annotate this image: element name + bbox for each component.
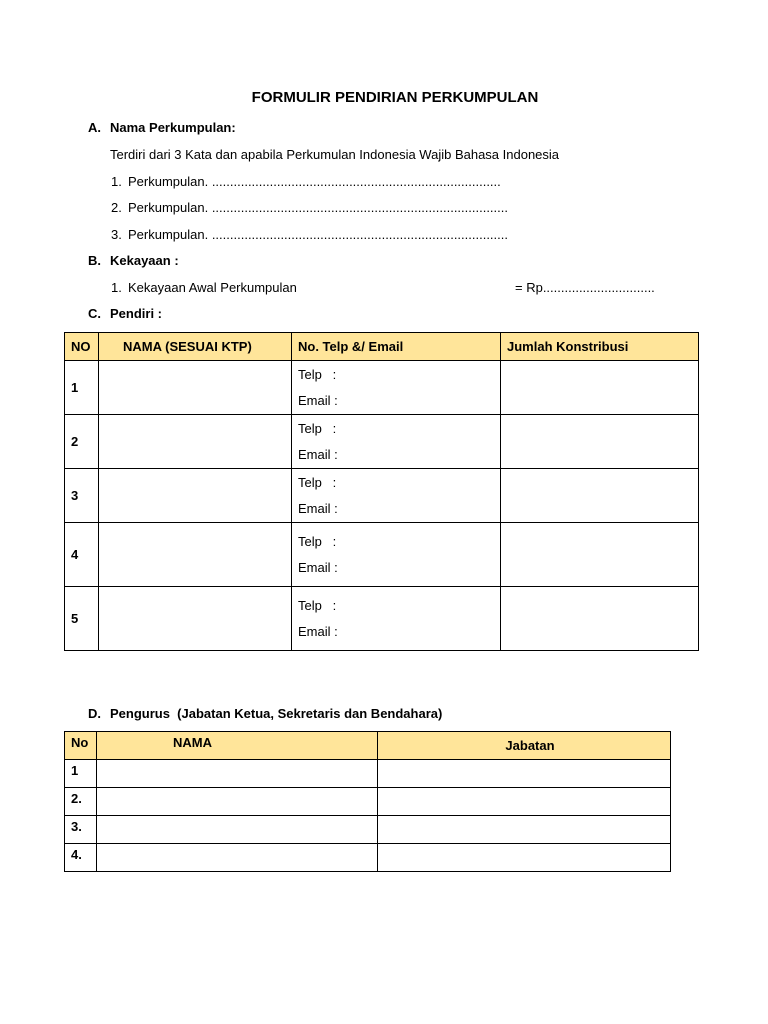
col-no: No (65, 732, 97, 760)
email-label: Email : (298, 446, 338, 462)
contact-cell[interactable] (292, 523, 501, 587)
row-number: 3 (65, 469, 99, 523)
jabatan-cell[interactable] (378, 816, 671, 844)
pendiri-header-row (65, 333, 699, 361)
contact-cell[interactable] (292, 415, 501, 469)
row-number: 1 (65, 361, 99, 415)
table-row (65, 587, 699, 651)
col-kontribusi: Jumlah Konstribusi (501, 333, 699, 361)
section-d-heading: Pengurus (Jabatan Ketua, Sekretaris dan Bendahara) (110, 706, 443, 721)
row-number: 2. (65, 788, 97, 816)
table-row (65, 469, 699, 523)
table-row (65, 361, 699, 415)
nama-cell[interactable] (99, 469, 292, 523)
list-item-number: 1. (111, 174, 122, 189)
table-row (65, 415, 699, 469)
nama-cell[interactable] (97, 788, 378, 816)
email-label: Email : (298, 392, 338, 408)
section-a-note: Terdiri dari 3 Kata dan apabila Perkumulan Indonesia Wajib Bahasa Indonesia (110, 147, 560, 162)
table-row (65, 760, 671, 788)
kontribusi-cell[interactable] (501, 469, 699, 523)
table-row (65, 844, 671, 872)
section-a-heading: Nama Perkumpulan: (110, 120, 236, 135)
row-number: 3. (65, 816, 97, 844)
table-row (65, 523, 699, 587)
kekayaan-amount-field[interactable]: = Rp............................... (515, 280, 655, 295)
jabatan-cell[interactable] (378, 788, 671, 816)
table-row (65, 816, 671, 844)
nama-cell[interactable] (97, 760, 378, 788)
section-c-letter: C. (88, 306, 101, 321)
row-number: 4. (65, 844, 97, 872)
nama-cell[interactable] (97, 816, 378, 844)
list-item-number: 1. (111, 280, 122, 295)
row-number: 2 (65, 415, 99, 469)
perkumpulan-name-line-1[interactable]: Perkumpulan. ................................................................................ (128, 174, 501, 189)
nama-cell[interactable] (99, 361, 292, 415)
contact-cell[interactable] (292, 361, 501, 415)
col-no: NO (65, 333, 99, 361)
nama-cell[interactable] (99, 523, 292, 587)
kontribusi-cell[interactable] (501, 361, 699, 415)
form-title: FORMULIR PENDIRIAN PERKUMPULAN (251, 89, 539, 106)
pendiri-table (64, 332, 699, 651)
kontribusi-cell[interactable] (501, 523, 699, 587)
nama-cell[interactable] (97, 844, 378, 872)
perkumpulan-name-line-2[interactable]: Perkumpulan. .................................................................................. (128, 200, 508, 215)
jabatan-cell[interactable] (378, 760, 671, 788)
pengurus-table (64, 731, 671, 872)
kekayaan-label: Kekayaan Awal Perkumpulan (128, 280, 297, 295)
contact-cell[interactable] (292, 587, 501, 651)
telp-label: Telp : (298, 420, 337, 436)
nama-cell[interactable] (99, 587, 292, 651)
email-label: Email : (298, 500, 338, 516)
telp-label: Telp : (298, 597, 337, 613)
telp-label: Telp : (298, 533, 337, 549)
section-a-letter: A. (88, 120, 101, 135)
row-number: 4 (65, 523, 99, 587)
kontribusi-cell[interactable] (501, 587, 699, 651)
kontribusi-cell[interactable] (501, 415, 699, 469)
section-b-letter: B. (88, 253, 101, 268)
col-telp-email: No. Telp &/ Email (292, 333, 501, 361)
section-c-heading: Pendiri : (110, 306, 163, 321)
col-nama: NAMA (97, 732, 378, 760)
pengurus-header-row (65, 732, 671, 760)
list-item-number: 2. (111, 200, 122, 215)
list-item-number: 3. (111, 227, 122, 242)
col-jabatan: Jabatan (378, 732, 671, 760)
row-number: 1 (65, 760, 97, 788)
jabatan-cell[interactable] (378, 844, 671, 872)
section-b-heading: Kekayaan : (110, 253, 179, 268)
telp-label: Telp : (298, 366, 337, 382)
email-label: Email : (298, 559, 338, 575)
nama-cell[interactable] (99, 415, 292, 469)
row-number: 5 (65, 587, 99, 651)
perkumpulan-name-line-3[interactable]: Perkumpulan. .................................................................................. (128, 227, 508, 242)
table-row (65, 788, 671, 816)
telp-label: Telp : (298, 474, 337, 490)
section-d-letter: D. (88, 706, 101, 721)
email-label: Email : (298, 623, 338, 639)
contact-cell[interactable] (292, 469, 501, 523)
col-nama: NAMA (SESUAI KTP) (99, 333, 292, 361)
